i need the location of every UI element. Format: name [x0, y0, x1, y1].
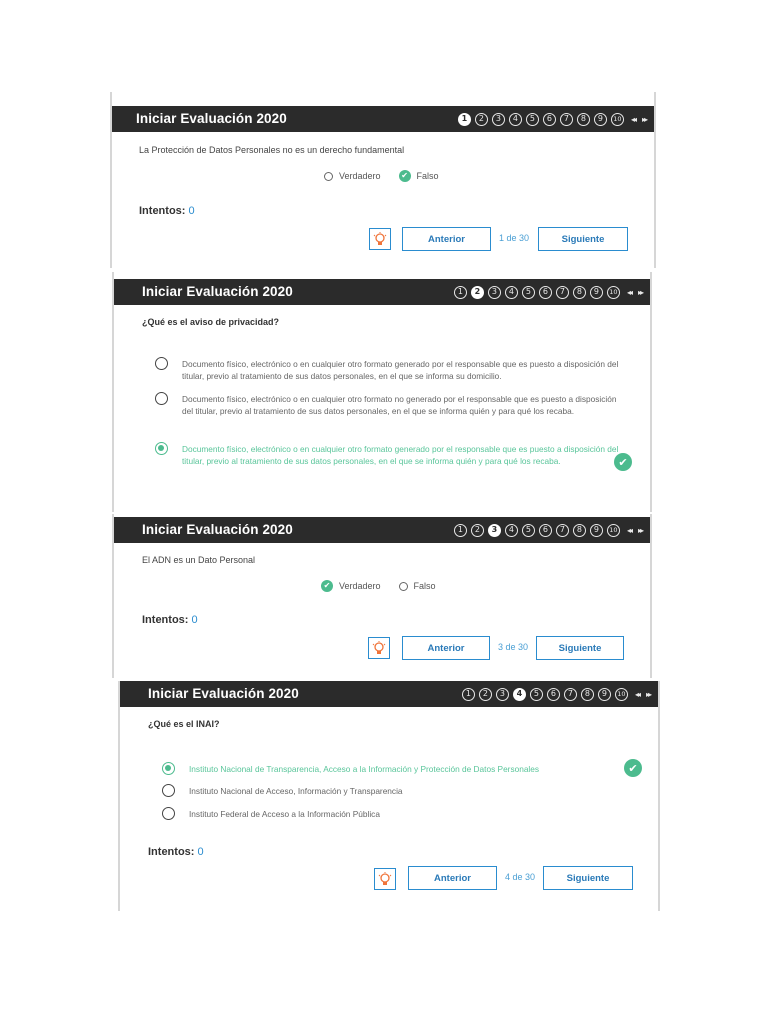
question-number-4[interactable]: 4	[505, 286, 518, 299]
question-panel-1	[110, 92, 656, 268]
question-number-10[interactable]: 10	[615, 688, 628, 701]
question-number-nav	[454, 285, 646, 299]
question-number-nav	[458, 112, 650, 126]
question-number-9[interactable]: 9	[590, 286, 603, 299]
question-number-2[interactable]: 2	[471, 524, 484, 537]
option-label-falso: Falso	[413, 581, 436, 591]
question-number-8[interactable]: 8	[581, 688, 594, 701]
question-count: 3 de 30	[498, 642, 529, 652]
panel-header	[120, 681, 658, 707]
radio-option-1-selected[interactable]	[162, 762, 175, 775]
question-number-3[interactable]: 3	[488, 286, 501, 299]
question-number-4[interactable]: 4	[505, 524, 518, 537]
next-button[interactable]: Siguiente	[538, 227, 628, 251]
radio-falso[interactable]	[399, 582, 408, 591]
previous-button[interactable]: Anterior	[402, 636, 490, 660]
question-number-8[interactable]: 8	[573, 286, 586, 299]
lightbulb-icon	[378, 872, 392, 887]
answer-option-2[interactable]	[162, 785, 622, 797]
question-number-5[interactable]: 5	[526, 113, 539, 126]
question-number-10[interactable]: 10	[607, 286, 620, 299]
next-button[interactable]: Siguiente	[536, 636, 624, 660]
question-number-5[interactable]: 5	[530, 688, 543, 701]
panel-header	[114, 279, 650, 305]
question-number-7[interactable]: 7	[560, 113, 573, 126]
check-icon: ✔	[614, 453, 632, 471]
true-false-options	[324, 170, 439, 182]
radio-verdadero[interactable]	[324, 172, 333, 181]
question-number-6[interactable]: 6	[543, 113, 556, 126]
question-count: 1 de 30	[499, 233, 530, 243]
panel-title: Iniciar Evaluación 2020	[136, 111, 287, 126]
panel-header	[112, 106, 654, 132]
radio-option-3[interactable]	[162, 807, 175, 820]
option-label-3: Documento físico, electrónico o en cualquier otro formato generado por el responsable que es puesto a disposición del titular, previo al tratamiento de sus datos personales, en el que se informa quién y para qué los recaba.	[182, 444, 619, 466]
check-icon[interactable]: ✔	[399, 170, 411, 182]
question-number-8[interactable]: 8	[573, 524, 586, 537]
attempts-value: 0	[197, 846, 204, 858]
question-number-4[interactable]: 4	[509, 113, 522, 126]
question-number-10[interactable]: 10	[611, 113, 624, 126]
question-number-3[interactable]: 3	[488, 524, 501, 537]
attempts-label: Intentos:	[139, 205, 186, 217]
attempts-label: Intentos:	[142, 614, 189, 626]
question-number-2[interactable]: 2	[471, 286, 484, 299]
previous-button[interactable]: Anterior	[402, 227, 491, 251]
double-chevron-right-icon[interactable]: ▸▸	[641, 114, 646, 124]
double-chevron-right-icon[interactable]: ▸▸	[637, 287, 642, 297]
option-label-1: Instituto Nacional de Transparencia, Acceso a la Información y Protección de Datos Personales	[189, 764, 540, 774]
radio-option-1[interactable]	[155, 357, 168, 370]
lightbulb-icon	[373, 232, 387, 247]
question-number-nav	[454, 523, 646, 537]
attempts-label: Intentos:	[148, 846, 195, 858]
panel-header	[114, 517, 650, 543]
check-icon[interactable]: ✔	[321, 580, 333, 592]
previous-button[interactable]: Anterior	[408, 866, 497, 890]
question-number-2[interactable]: 2	[475, 113, 488, 126]
question-number-7[interactable]: 7	[556, 524, 569, 537]
question-number-3[interactable]: 3	[492, 113, 505, 126]
question-number-8[interactable]: 8	[577, 113, 590, 126]
double-chevron-left-icon[interactable]: ◂◂	[626, 287, 631, 297]
question-number-7[interactable]: 7	[556, 286, 569, 299]
panel-title: Iniciar Evaluación 2020	[148, 686, 299, 701]
attempts-counter	[139, 205, 195, 217]
double-chevron-right-icon[interactable]: ▸▸	[645, 689, 650, 699]
question-number-nav	[462, 687, 654, 701]
question-panel-2	[112, 272, 652, 512]
option-label-2: Documento físico, electrónico o en cualquier otro formato no generado por el responsable que es puesto a disposición del titular, previo al tratamiento de sus datos personales, en el que se informa quién y para qué los recaba.	[182, 394, 617, 416]
attempts-value: 0	[188, 205, 195, 217]
double-chevron-left-icon[interactable]: ◂◂	[630, 114, 635, 124]
question-number-9[interactable]: 9	[598, 688, 611, 701]
option-label-verdadero: Verdadero	[339, 581, 381, 591]
option-label-3: Instituto Federal de Acceso a la Información Pública	[189, 809, 380, 819]
check-icon: ✔	[624, 759, 642, 777]
radio-option-2[interactable]	[155, 392, 168, 405]
answer-option-3[interactable]	[162, 808, 622, 820]
answer-option-1[interactable]	[155, 358, 625, 382]
question-number-4[interactable]: 4	[513, 688, 526, 701]
hint-button[interactable]	[369, 228, 391, 250]
question-number-1[interactable]: 1	[458, 113, 471, 126]
question-text: ¿Qué es el aviso de privacidad?	[142, 317, 280, 327]
question-number-7[interactable]: 7	[564, 688, 577, 701]
question-text: ¿Qué es el INAI?	[148, 719, 220, 729]
double-chevron-left-icon[interactable]: ◂◂	[634, 689, 639, 699]
question-number-5[interactable]: 5	[522, 524, 535, 537]
question-text: El ADN es un Dato Personal	[142, 555, 256, 565]
radio-option-2[interactable]	[162, 784, 175, 797]
question-number-2[interactable]: 2	[479, 688, 492, 701]
radio-option-3-selected[interactable]	[155, 442, 168, 455]
answer-option-1[interactable]	[162, 763, 622, 775]
attempts-counter	[142, 614, 198, 626]
question-number-10[interactable]: 10	[607, 524, 620, 537]
hint-button[interactable]	[374, 868, 396, 890]
option-label-verdadero: Verdadero	[339, 171, 381, 181]
question-panel-3	[112, 514, 652, 678]
option-label-falso: Falso	[416, 171, 439, 181]
option-label-1: Documento físico, electrónico o en cualquier otro formato generado por el responsable que es puesto a disposición del titular, previo al tratamiento de sus datos personales, en el que se informa su domicilio.	[182, 359, 619, 381]
option-label-2: Instituto Nacional de Acceso, Información y Transparencia	[189, 786, 403, 796]
next-button[interactable]: Siguiente	[543, 866, 633, 890]
question-number-3[interactable]: 3	[496, 688, 509, 701]
question-number-1[interactable]: 1	[454, 286, 467, 299]
true-false-options	[321, 580, 436, 592]
double-chevron-left-icon[interactable]: ◂◂	[626, 525, 631, 535]
question-number-9[interactable]: 9	[590, 524, 603, 537]
lightbulb-icon	[372, 641, 386, 656]
answer-option-2[interactable]	[155, 393, 625, 417]
question-count: 4 de 30	[505, 872, 536, 882]
question-number-1[interactable]: 1	[462, 688, 475, 701]
question-number-6[interactable]: 6	[539, 524, 552, 537]
question-text: La Protección de Datos Personales no es un derecho fundamental	[139, 145, 405, 155]
question-number-5[interactable]: 5	[522, 286, 535, 299]
double-chevron-right-icon[interactable]: ▸▸	[637, 525, 642, 535]
hint-button[interactable]	[368, 637, 390, 659]
question-number-1[interactable]: 1	[454, 524, 467, 537]
panel-title: Iniciar Evaluación 2020	[142, 284, 293, 299]
panel-title: Iniciar Evaluación 2020	[142, 522, 293, 537]
question-number-9[interactable]: 9	[594, 113, 607, 126]
question-number-6[interactable]: 6	[539, 286, 552, 299]
question-panel-4	[118, 681, 660, 911]
answer-option-3[interactable]	[155, 443, 625, 467]
question-number-6[interactable]: 6	[547, 688, 560, 701]
attempts-value: 0	[191, 614, 198, 626]
attempts-counter	[148, 846, 204, 858]
